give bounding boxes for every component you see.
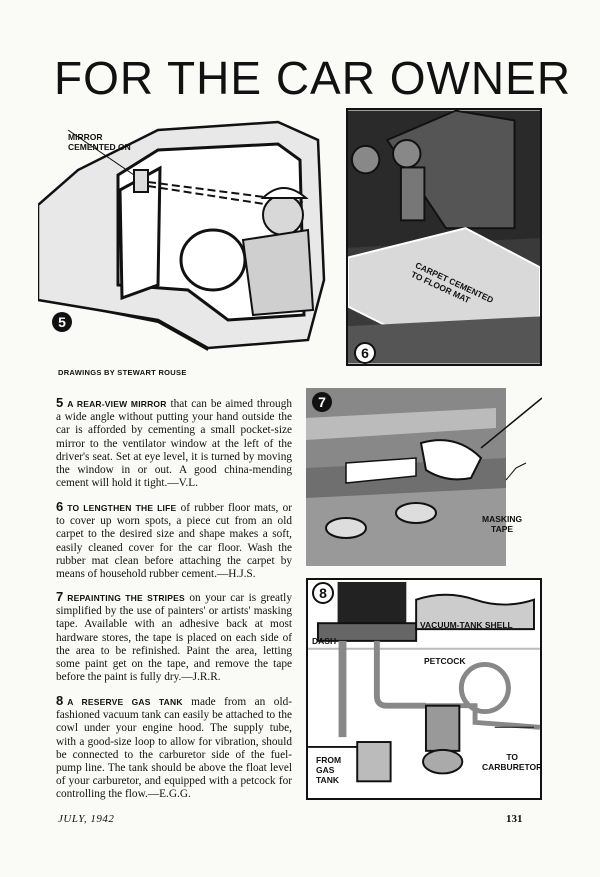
figure-5-number: 5: [52, 312, 72, 332]
to-carburetor-label: TO CARBURETOR: [482, 752, 543, 772]
figure-8-illustration: [306, 578, 542, 800]
from-gas-tank-label: FROM GAS TANK: [316, 755, 342, 785]
figure-6-illustration: [346, 108, 542, 366]
masking-tape-label: MASKING TAPE: [482, 514, 523, 534]
dash-label: DASH: [312, 636, 337, 646]
figure-7-illustration: [306, 388, 542, 566]
page-title: FOR THE CAR OWNER: [54, 52, 572, 104]
figure-7-number: 7: [312, 392, 332, 412]
article-7: 7 REPAINTING THE STRIPES on your car is greatly simplified by the use of painters' or artists' masking tape. Available with an adhesive back at most hardware stores, the tape is placed on each side of the area to be refinished. Paint the area, letting some paint get on the tape, and remove the tape before the paint is fully dry.—J.R.R.: [56, 589, 292, 684]
article-5: 5 A REAR-VIEW MIRROR that can be aimed through a wide angle without putting your hand outside the car is afforded by cementing a small pocket-size mirror to the ventilator window at the left of the driver's seat. Set at eye level, it is turned by moving the window in or out. A good china-mending cement will hold it tight.—V.L.: [56, 395, 292, 490]
figure-5-illustration: [38, 110, 334, 360]
masking-tape-drawing: [306, 388, 542, 566]
vacuum-tank-shell-label: VACUUM-TANK SHELL: [420, 620, 513, 630]
page-number: 131: [506, 813, 523, 825]
article-8: 8 A RESERVE GAS TANK made from an old-fashioned vacuum tank can easily be attached to the cowl under your engine hood. The supply tube, with a good-size loop to allow for vibration, should be connected to the carburetor side of the fuel-pump line. The tank should be above the float level of your carburetor, and equipped with a petcock for controlling the flow.—E.G.G.: [56, 693, 292, 801]
article-6: 6 TO LENGTHEN THE LIFE of rubber floor mats, or to cover up worn spots, a piece cut from an old carpet to the desired size and shape makes a soft, easily cleaned cover for the car floor. Wash the rubber mat clean before attaching the carpet by means of household rubber cement.—H.J.S.: [56, 499, 293, 581]
floor-mat-drawing: [348, 110, 540, 364]
carpet-label: CARPET CEMENTED TO FLOOR MAT: [409, 260, 496, 306]
petcock-label: PETCOCK: [424, 656, 466, 666]
mirror-label: MIRROR CEMENTED ON: [68, 132, 131, 152]
figure-8-number: 8: [312, 582, 334, 604]
drawing-credit: DRAWINGS BY STEWART ROUSE: [58, 368, 187, 377]
figure-6-number: 6: [354, 342, 376, 364]
issue-date: JULY, 1942: [58, 813, 115, 825]
